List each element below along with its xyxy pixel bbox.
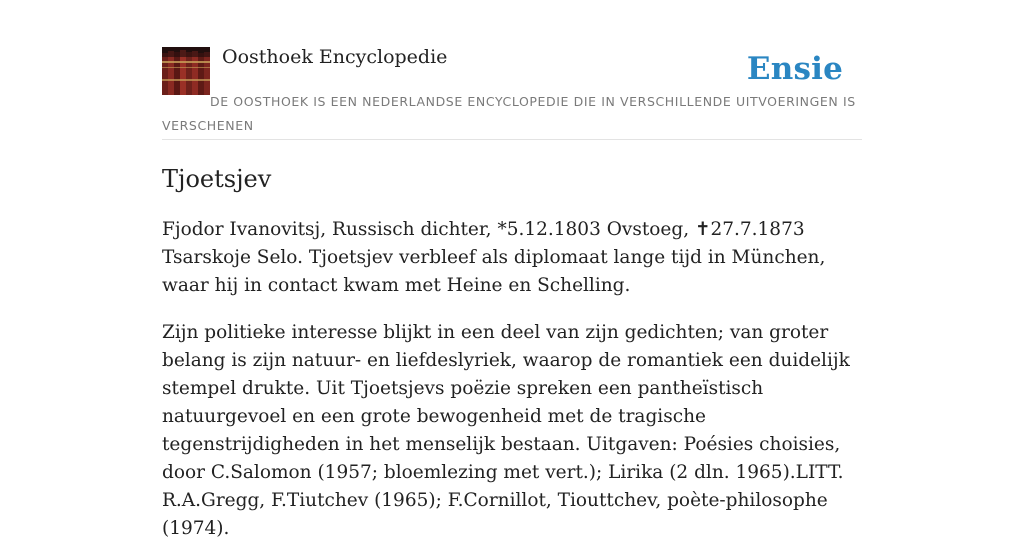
brand-logo-link[interactable]: Ensie xyxy=(746,51,843,87)
article-paragraph: Zijn politieke interesse blijkt in een deel van zijn gedichten; van groter belang is zijn natuur- en liefdeslyriek, waarop de romantiek een duidelijk stempel drukte. Uit Tjoetsjevs poëzie spreken een pantheïstisch natuurgevoel en een grote bewogenheid met de tragische tegenstrijdigheden in het menselijk bestaan. Uitgaven: Poésies choisies, door C.Salomon (1957; bloemlezing met vert.); Lirika (2 dln. 1965).LITT. R.A.Gregg, F.Tiutchev (1965); F.Cornillot, Tiouttchev, poète-philosophe (1974). xyxy=(162,322,850,539)
page xyxy=(162,0,862,539)
site-tagline: DE OOSTHOEK IS EEN NEDERLANDSE ENCYCLOPEDIE DIE IN VERSCHILLENDE UITVOERINGEN IS VERSCHENEN xyxy=(162,94,856,133)
site-name-link[interactable]: Oosthoek Encyclopedie xyxy=(222,46,448,68)
encyclopedia-books-icon[interactable] xyxy=(162,47,210,95)
article-title: Tjoetsjev xyxy=(162,165,272,193)
site-header xyxy=(162,0,862,140)
article-paragraph: Fjodor Ivanovitsj, Russisch dichter, *5.12.1803 Ovstoeg, ✝27.7.1873 Tsarskoje Selo. Tjoetsjev verbleef als diplomaat lange tijd in München, waar hij in contact kwam met Heine en Schelling. xyxy=(162,219,826,296)
